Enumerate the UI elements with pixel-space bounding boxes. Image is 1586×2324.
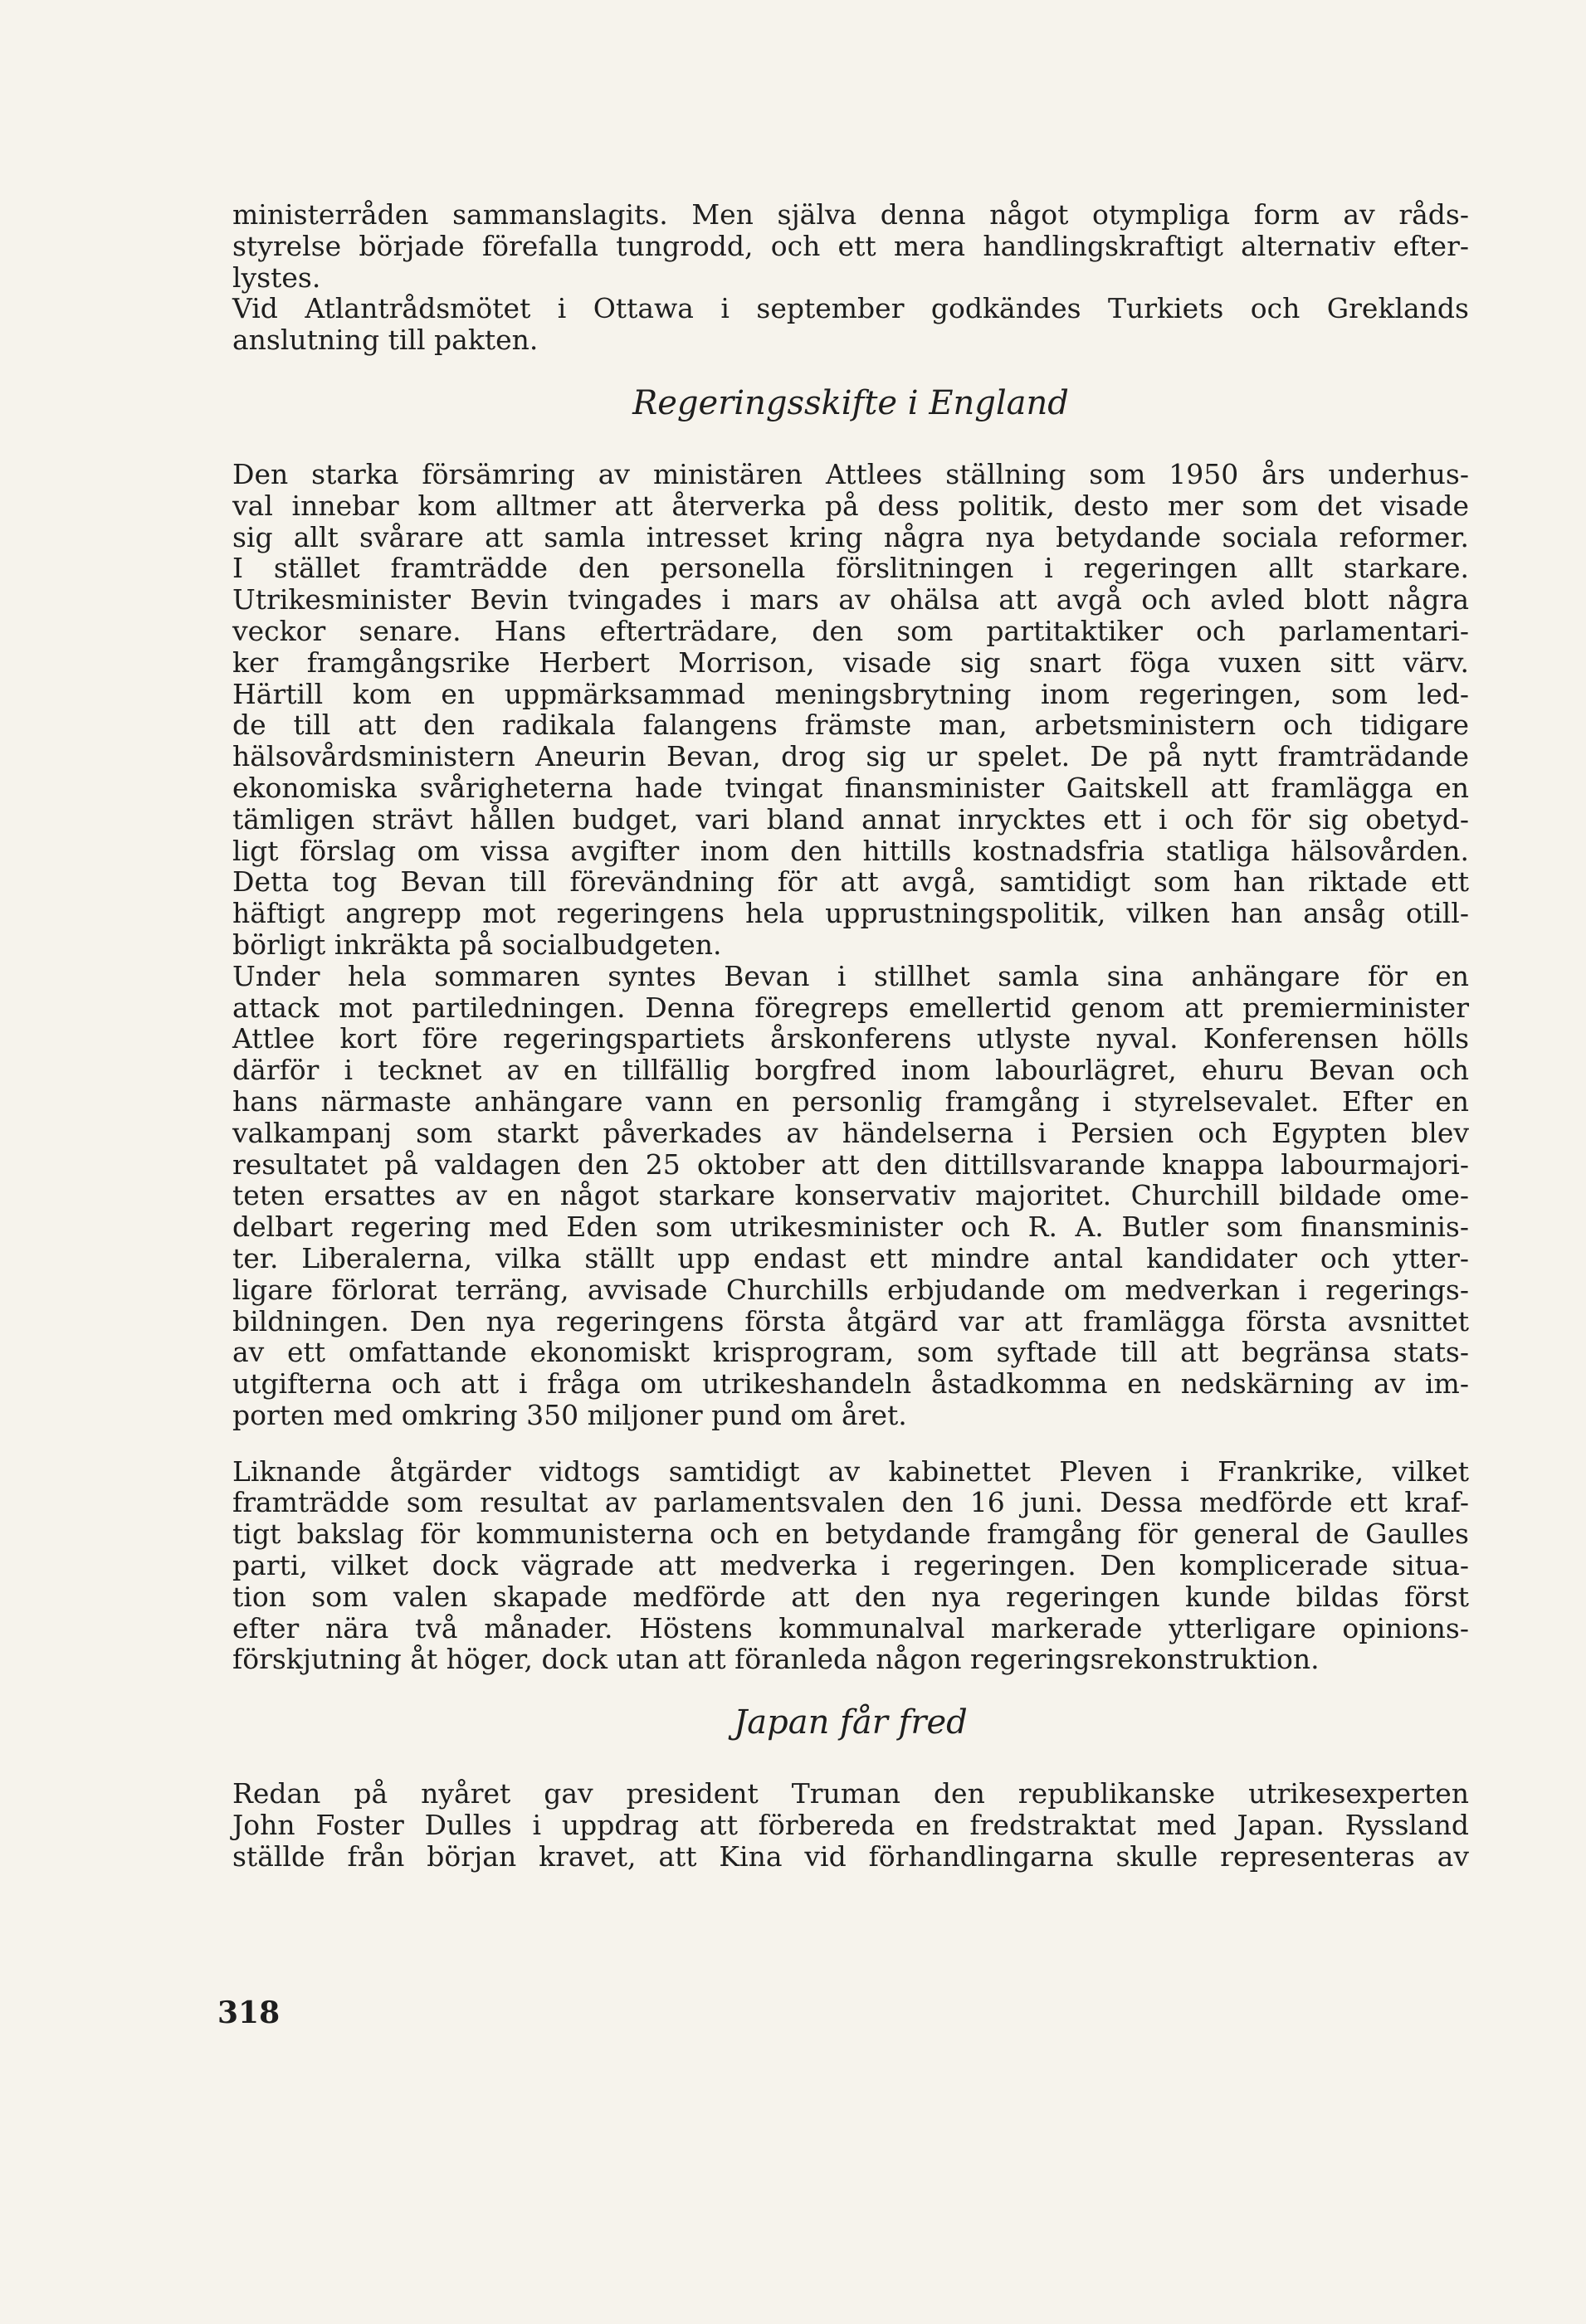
paragraph [232, 961, 1469, 1431]
paragraph-gap [232, 1431, 1469, 1456]
text-line: Härtill kom en uppmärksammad meningsbrytning inom regeringen, som led- [232, 677, 1469, 710]
text-line: tion som valen skapade medförde att den nya regeringen kunde bildas först [232, 1580, 1469, 1613]
text-line: de till att den radikala falangens främste man, arbetsministern och tidigare [232, 709, 1469, 742]
paragraph [232, 199, 1469, 293]
text-line: efter nära två månader. Höstens kommunalval markerade ytterligare opinions- [232, 1611, 1469, 1644]
text-line: Liknande åtgärder vidtogs samtidigt av kabinettet Pleven i Frankrike, vilket [232, 1454, 1469, 1488]
text-line: resultatet på valdagen den 25 oktober att den dittillsvarande knappa labourmajori- [232, 1147, 1469, 1181]
text-line: av ett omfattande ekonomiskt krisprogram, som syftade till att begränsa stats- [232, 1336, 1469, 1369]
text-line: styrelse började förefalla tungrodd, och ett mera handlingskraftigt alternativ efter- [232, 229, 1469, 262]
text-line: delbart regering med Eden som utrikesminister och R. A. Butler som finansminis- [232, 1211, 1469, 1244]
text-line: parti, vilket dock vägrade att medverka i regeringen. Den komplicerade situa- [232, 1549, 1469, 1582]
text-column [232, 199, 1469, 1873]
text-line: veckor senare. Hans efterträdare, den som partitaktiker och parlamentari- [232, 614, 1469, 647]
text-line: ligare förlorat terräng, avvisade Churchills erbjudande om medverkan i regerings- [232, 1273, 1469, 1306]
section-heading: Japan får fred [734, 1703, 968, 1742]
text-line: tigt bakslag för kommunisterna och en betydande framgång för general de Gaulles [232, 1518, 1469, 1551]
text-line: framträdde som resultat av parlamentsvalen den 16 juni. Dessa medförde ett kraf- [232, 1486, 1469, 1519]
paragraph [232, 459, 1469, 961]
page-number: 318 [217, 1995, 281, 2030]
text-line: anslutning till pakten. [232, 324, 539, 357]
text-line: Redan på nyåret gav president Truman den republikanske utrikesexperten [232, 1777, 1469, 1810]
text-line: ställde från början kravet, att Kina vid förhandlingarna skulle representeras av [232, 1839, 1469, 1873]
paragraph [232, 293, 1469, 356]
text-line: Utrikesminister Bevin tvingades i mars av ohälsa att avgå och avled blott några [232, 583, 1469, 616]
text-line: John Foster Dulles i uppdrag att förbereda en fredstraktat med Japan. Ryssland [232, 1809, 1469, 1842]
text-line: ekonomiska svårigheterna hade tvingat finansminister Gaitskell att framlägga en [232, 771, 1469, 804]
text-line: ker framgångsrike Herbert Morrison, visade sig snart föga vuxen sitt värv. [232, 646, 1469, 679]
text-line: teten ersattes av en något starkare konservativ majoritet. Churchill bildade ome- [232, 1179, 1469, 1212]
text-line: hans närmaste anhängare vann en personlig framgång i styrelsevalet. Efter en [232, 1084, 1469, 1118]
text-line: valkampanj som starkt påverkades av händelserna i Persien och Egypten blev [232, 1116, 1469, 1149]
text-line: lystes. [232, 261, 321, 294]
text-line: utgifterna och att i fråga om utrikeshandeln åstadkomma en nedskärning av im- [232, 1367, 1469, 1401]
text-line: ligt förslag om vissa avgifter inom den hittills kostnadsfria statliga hälsovården. [232, 834, 1469, 867]
text-line: bildningen. Den nya regeringens första åtgärd var att framlägga första avsnittet [232, 1304, 1469, 1337]
paragraph [232, 1456, 1469, 1676]
text-line: I stället framträdde den personella förslitningen i regeringen allt starkare. [232, 552, 1469, 585]
text-line: tämligen strävt hållen budget, vari bland annat inrycktes ett i och för sig obetyd- [232, 802, 1469, 836]
text-line: Den starka försämring av ministären Attlees ställning som 1950 års underhus- [232, 457, 1469, 490]
text-line: ministerråden sammanslagits. Men själva denna något otympliga form av råds- [232, 198, 1469, 231]
text-line: Detta tog Bevan till förevändning för att avgå, samtidigt som han riktade ett [232, 865, 1469, 899]
text-line: därför i tecknet av en tillfällig borgfred inom labourlägret, ehuru Bevan och [232, 1054, 1469, 1087]
text-line: Under hela sommaren syntes Bevan i stillhet samla sina anhängare för en [232, 959, 1469, 992]
text-line: Attlee kort före regeringspartiets årskonferens utlyste nyval. Konferensen hölls [232, 1022, 1469, 1055]
text-line: sig allt svårare att samla intresset kring några nya betydande sociala reformer. [232, 520, 1469, 553]
text-line: val innebar kom alltmer att återverka på dess politik, desto mer som det visade [232, 489, 1469, 522]
text-line: attack mot partiledningen. Denna föregreps emellertid genom att premierminister [232, 991, 1469, 1024]
text-line: häftigt angrepp mot regeringens hela upprustningspolitik, vilken han ansåg otill- [232, 897, 1469, 930]
section-heading: Regeringsskifte i England [632, 383, 1069, 422]
text-line: hälsovårdsministern Aneurin Bevan, drog sig ur spelet. De på nytt framträdande [232, 740, 1469, 773]
text-line: porten med omkring 350 miljoner pund om året. [232, 1398, 907, 1431]
text-line: förskjutning åt höger, dock utan att föranleda någon regeringsrekonstruktion. [232, 1643, 1320, 1676]
text-line: Vid Atlantrådsmötet i Ottawa i september godkändes Turkiets och Greklands [232, 292, 1469, 325]
text-line: börligt inkräkta på socialbudgeten. [232, 928, 722, 961]
paragraph [232, 1778, 1469, 1872]
text-line: ter. Liberalerna, vilka ställt upp endast ett mindre antal kandidater och ytter- [232, 1241, 1469, 1274]
